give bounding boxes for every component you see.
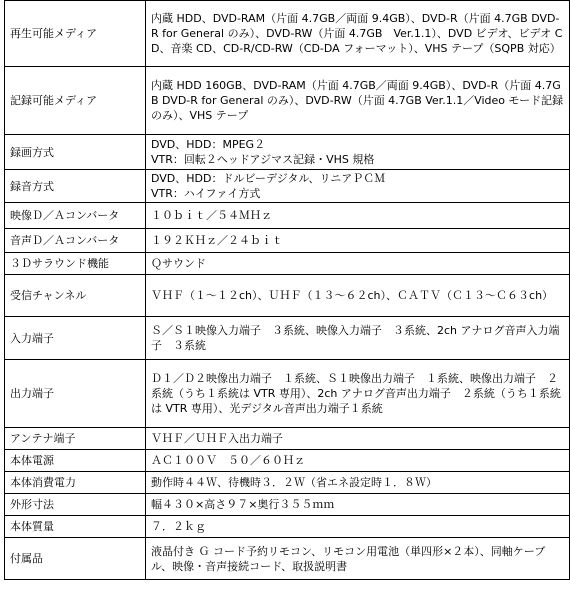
row-value: Ｄ１／Ｄ２映像出力端子 １系統、Ｓ１映像出力端子 １系統、映像出力端子 ２系統（うち１系統は VTR 専用）、2ch アナログ音声出力端子 ２系統（うち１系統は VTR 専用）、光デジタル音声出力端子１系統 [145,360,569,428]
table-row [5,360,570,428]
row-label: 記録可能メディア [5,67,146,135]
row-value: 内蔵 HDD 160GB、DVD-RAM（片面 4.7GB／両面 9.4GB）、DVD-R（片面 4.7GB DVD-R for General のみ）、DVD-RW（片面 4.7GB Ver.1.1／Video モード記録のみ）、VHS テープ [145,67,569,135]
table-row [5,538,570,580]
row-label: 外形寸法 [5,494,146,516]
table-row [5,170,570,203]
table-row [5,516,570,538]
table-row [5,229,570,253]
row-value: DVD、HDD：MPEG２ VTR：回転２ヘッドアジマス記録・VHS 規格 [145,135,569,170]
table-row [5,1,570,67]
row-value: Ｓ／Ｓ１映像入力端子 ３系統、映像入力端子 ３系統、2ch アナログ音声入力端子 ３系統 [145,317,569,360]
row-value: ７．２ｋｇ [145,516,569,538]
row-label: 本体質量 [5,516,146,538]
row-value: 幅４３０×高さ９７×奥行３５５ｍｍ [145,494,569,516]
row-value: DVD、HDD：ドルビーデジタル、リニアＰＣＭ VTR：ハイファイ方式 [145,170,569,203]
table-row [5,203,570,229]
row-label: 入力端子 [5,317,146,360]
row-label: 録音方式 [5,170,146,203]
table-row [5,67,570,135]
row-value: ＡＣ１００Ｖ ５０／６０Ｈｚ [145,450,569,472]
row-value: ＶＨＦ（１～１２ch）、ＵＨＦ（１３～６２ch）、ＣＡＴＶ（Ｃ１３～Ｃ６３ch） [145,275,569,317]
spec-table [4,0,570,580]
row-value: １９２ＫＨｚ／２４ｂｉｔ [145,229,569,253]
row-value: ＶＨＦ／ＵＨＦ入出力端子 [145,428,569,450]
row-label: 映像Ｄ／Ａコンバータ [5,203,146,229]
row-label: ３Ｄサラウンド機能 [5,253,146,275]
row-value: 動作時４４Ｗ、待機時３．２Ｗ（省エネ設定時１．８Ｗ） [145,472,569,494]
table-row [5,450,570,472]
row-value: 液晶付き Ｇ コード予約リモコン、リモコン用電池（単四形×２本）、同軸ケーブル、映像・音声接続コード、取扱説明書 [145,538,569,580]
row-value: １０ｂｉｔ／５４ＭＨｚ [145,203,569,229]
row-value: Ｑサウンド [145,253,569,275]
row-label: 出力端子 [5,360,146,428]
row-label: 再生可能メディア [5,1,146,67]
table-row [5,494,570,516]
row-value: 内蔵 HDD、DVD-RAM（片面 4.7GB／両面 9.4GB）、DVD-R（片面 4.7GB DVD-R for General のみ）、DVD-RW（片面 4.7GB Ver.1.1）、DVD ビデオ、ビデオ CD、音楽 CD、CD-R/CD-RW（CD-DA フォーマット）、VHS テープ（SQPB 対応） [145,1,569,67]
row-label: 音声Ｄ／Ａコンバータ [5,229,146,253]
row-label: 録画方式 [5,135,146,170]
row-label: 付属品 [5,538,146,580]
row-label: 本体消費電力 [5,472,146,494]
row-label: アンテナ端子 [5,428,146,450]
table-row [5,317,570,360]
table-row [5,275,570,317]
table-row [5,472,570,494]
table-row [5,428,570,450]
row-label: 受信チャンネル [5,275,146,317]
row-label: 本体電源 [5,450,146,472]
table-row [5,253,570,275]
table-row [5,135,570,170]
